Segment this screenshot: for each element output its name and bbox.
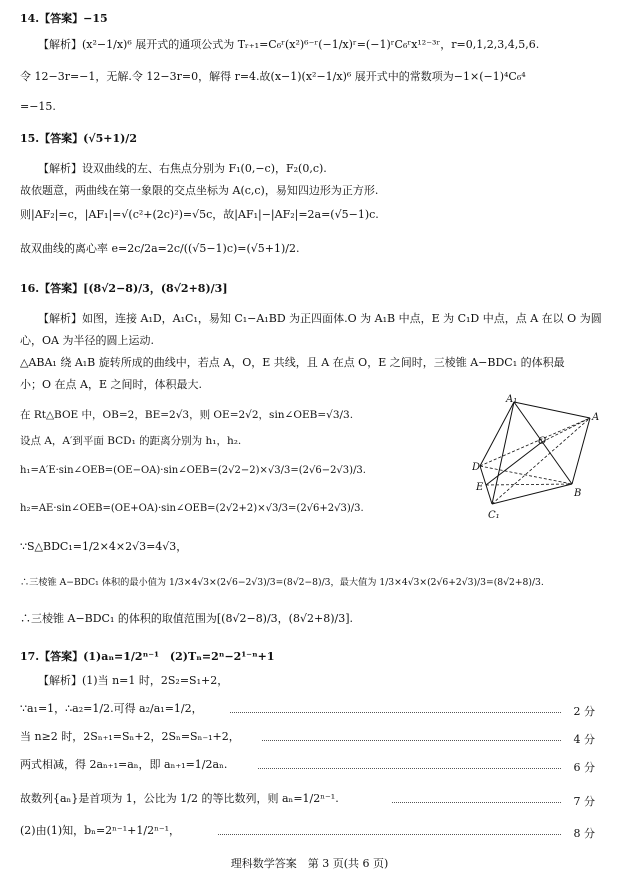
q17-analysis-line-4: 两式相减，得 2aₙ₊₁=aₙ，即 aₙ₊₁=1/2aₙ. — [20, 758, 228, 771]
q14-analysis-line-2: 令 12−3r=−1，无解.令 12−3r=0，解得 r=4.故(x−1)(x²−1/x)⁶ 展开式中的常数项为−1×(−1)⁴C₆⁴ — [20, 70, 526, 83]
q16-analysis-line-1: 【解析】如图，连接 A₁D，A₁C₁，易知 C₁−A₁BD 为正四面体.O 为 A₁B 中点，E 为 C₁D 中点，点 A 在以 O 为圆 — [38, 312, 602, 325]
label-o: O — [538, 436, 547, 447]
q16-analysis-line-2: 心，OA 为半径的圆上运动. — [20, 334, 154, 347]
q16-analysis-line-6: 设点 A，A′到平面 BCD₁ 的距离分别为 h₁，h₂. — [20, 435, 242, 447]
hidden-edge-d-b — [480, 466, 572, 484]
score-mark-4: 4 分 — [573, 733, 595, 746]
label-b: B — [574, 488, 582, 499]
q16-analysis-line-3: △ABA₁ 绕 A₁B 旋转所成的曲线中，若点 A，O，E 共线，且 A 在点 O，E 之间时，三棱锥 A−BDC₁ 的体积最 — [20, 356, 565, 369]
q15-analysis-line-4: 故双曲线的离心率 e=2c/2a=2c/((√5−1)c)=(√5+1)/2. — [20, 242, 300, 255]
q17-answer: 17.【答案】(1)aₙ=1/2ⁿ⁻¹ (2)Tₙ=2ⁿ−2¹⁻ⁿ+1 — [20, 650, 275, 663]
q15-analysis-line-1: 【解析】设双曲线的左、右焦点分别为 F₁(0,−c)，F₂(0,c). — [38, 162, 327, 175]
q14-answer: 14.【答案】−15 — [20, 12, 108, 25]
page-footer: 理科数学答案 第 3 页(共 6 页) — [230, 857, 389, 870]
q16-analysis-line-7: h₁=A′E·sin∠OEB=(OE−OA)·sin∠OEB=(2√2−2)×√3/3=(2√6−2√3)/3. — [20, 465, 366, 476]
edge-a1-a — [514, 402, 590, 418]
q14-analysis-line-1: 【解析】(x²−1/x)⁶ 展开式的通项公式为 Tᵣ₊₁=C₆ʳ(x²)⁶⁻ʳ(−1/x)ʳ=(−1)ʳC₆ʳx¹²⁻³ʳ，r=0,1,2,3,4,5,6. — [38, 38, 540, 51]
q14-analysis-line-3: =−15. — [20, 100, 56, 113]
label-d: D — [472, 462, 481, 473]
q16-analysis-line-11: ∴三棱锥 A−BDC₁ 的体积的取值范围为[(8√2−8)/3，(8√2+8)/3]. — [20, 612, 353, 625]
label-e: E — [476, 482, 484, 493]
q15-analysis-line-3: 则|AF₂|=c，|AF₁|=√(c²+(2c)²)=√5c，故|AF₁|−|AF₂|=2a=(√5−1)c. — [20, 208, 379, 221]
score-leader — [258, 768, 561, 769]
tetrahedron-figure — [472, 392, 602, 524]
q17-analysis-line-2: ∵a₁=1，∴a₂=1/2.可得 a₂/a₁=1/2， — [20, 702, 203, 715]
score-leader — [218, 834, 561, 835]
q17-analysis-line-3: 当 n≥2 时，2Sₙ₊₁=Sₙ+2，2Sₙ=Sₙ₋₁+2， — [20, 730, 240, 743]
score-leader — [262, 740, 561, 741]
q16-analysis-line-8: h₂=AE·sin∠OEB=(OE+OA)·sin∠OEB=(2√2+2)×√3/3=(2√6+2√3)/3. — [20, 503, 364, 514]
q16-analysis-line-9: ∵S△BDC₁=1/2×4×2√3=4√3， — [20, 540, 188, 553]
hidden-segment-e-b — [486, 484, 572, 485]
q16-analysis-line-4: 小；O 在点 A，E 之间时，体积最大. — [20, 378, 202, 391]
score-mark-8: 8 分 — [573, 827, 595, 840]
score-mark-2: 2 分 — [573, 705, 595, 718]
hidden-segment-o-a — [542, 418, 590, 442]
score-leader — [392, 802, 561, 803]
segment-e-o — [486, 442, 542, 485]
label-a: A — [592, 412, 600, 423]
score-mark-7: 7 分 — [573, 795, 595, 808]
label-a1: A₁ — [506, 394, 518, 405]
edge-a-b — [572, 418, 590, 484]
score-leader — [230, 712, 561, 713]
hidden-edge-d-a — [480, 418, 590, 466]
label-c1: C₁ — [488, 510, 500, 521]
q16-analysis-line-10: ∴三棱锥 A−BDC₁ 体积的最小值为 1/3×4√3×(2√6−2√3)/3=(8√2−8)/3，最大值为 1/3×4√3×(2√6+2√3)/3=(8√2+8)/3. — [20, 577, 544, 588]
q16-answer: 16.【答案】[(8√2−8)/3，(8√2+8)/3] — [20, 282, 228, 295]
q17-analysis-line-6: (2)由(1)知，bₙ=2ⁿ⁻¹+1/2ⁿ⁻¹， — [20, 824, 181, 837]
q15-answer: 15.【答案】(√5+1)/2 — [20, 132, 137, 145]
q16-analysis-line-5: 在 Rt△BOE 中，OB=2，BE=2√3，则 OE=2√2，sin∠OEB=√3/3. — [20, 409, 354, 421]
score-mark-6: 6 分 — [573, 761, 595, 774]
q15-analysis-line-2: 故依题意，两曲线在第一象限的交点坐标为 A(c,c)，易知四边形为正方形. — [20, 184, 379, 197]
edge-a1-c1 — [492, 402, 514, 504]
q17-analysis-line-1: 【解析】(1)当 n=1 时，2S₂=S₁+2， — [38, 674, 229, 687]
edge-a1-d — [480, 402, 514, 466]
q17-analysis-line-5: 故数列{aₙ}是首项为 1，公比为 1/2 的等比数列，则 aₙ=1/2ⁿ⁻¹. — [20, 792, 339, 805]
